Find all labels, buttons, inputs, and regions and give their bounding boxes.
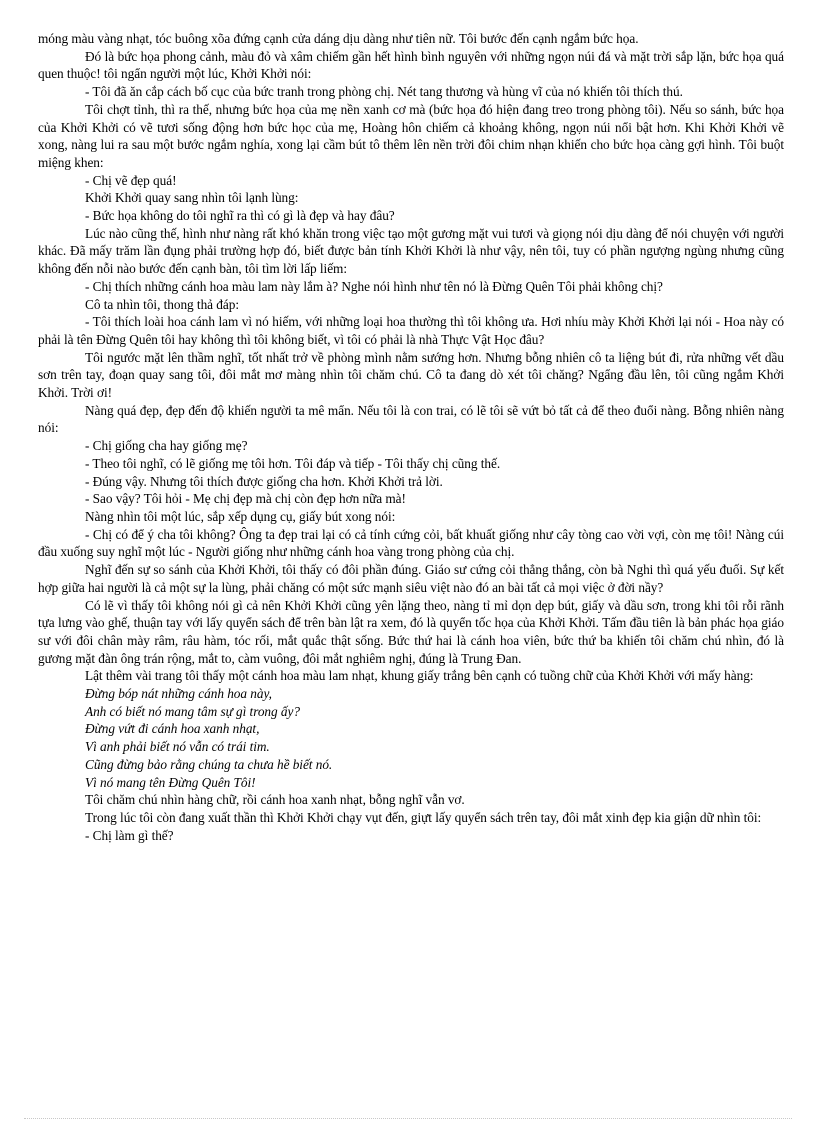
paragraph: Lật thêm vài trang tôi thấy một cánh hoa màu lam nhạt, khung giấy trắng bên cạnh có tuồng chữ của Khởi Khởi với mấy hàng:	[85, 668, 754, 684]
paragraph: Nàng nhìn tôi một lúc, sắp xếp dụng cụ, giấy bút xong nói:	[85, 508, 396, 524]
poem-line: Đừng vứt đi cánh hoa xanh nhạt,	[85, 721, 260, 737]
poem-line: Vì anh phải biết nó vẫn có trái tim.	[85, 739, 270, 755]
paragraph: Đó là bức họa phong cảnh, màu đỏ và xâm chiếm gần hết hình bình nguyên với những ngọn núi đá và mặt trời sắp lặn, bức họa quá quen thuộc! tôi ngẩn người một lúc, Khởi Khởi nói:	[38, 48, 784, 82]
dialogue-line: - Tôi thích loài hoa cánh lam vì nó hiếm, với những loại hoa thường thì tôi không ưa. Hơi nhíu mày Khởi Khởi lại nói - Hoa này có phải là tên Đừng Quên tôi hay không thì tôi không biết, vì tôi có phải là nhà Thực Vật Học đâu?	[38, 314, 784, 347]
dialogue-line: - Chị thích những cánh hoa màu lam này lắm à? Nghe nói hình như tên nó là Đừng Quên Tôi phải không chị?	[85, 278, 663, 294]
poem-line: Anh có biết nó mang tâm sự gì trong ấy?	[85, 703, 300, 719]
dialogue-line: - Chị giống cha hay giống mẹ?	[85, 438, 248, 454]
dialogue-line: - Sao vậy? Tôi hỏi - Mẹ chị đẹp mà chị còn đẹp hơn nữa mà!	[85, 491, 406, 507]
paragraph: Lúc nào cũng thế, hình như nàng rất khó khăn trong việc tạo một gương mặt vui tươi và giọng nói dịu dàng để nói chuyện với người khác. Đã mấy trăm lần đụng phải trường hợp đó, biết được bản tính Khởi Khởi là như vậy, nên tôi, tuy có phần ngượng ngùng nhưng cũng không đến nỗi nào bước đến cạnh bàn, tôi tìm lời lấp liếm:	[38, 225, 784, 277]
dialogue-line: - Chị làm gì thế?	[85, 827, 174, 843]
paragraph: Nàng quá đẹp, đẹp đến độ khiến người ta mê mẩn. Nếu tôi là con trai, có lẽ tôi sẽ vứt bỏ tất cả để theo đuổi nàng. Bỗng nhiên nàng nói:	[38, 402, 784, 436]
poem-line: Vì nó mang tên Đừng Quên Tôi!	[85, 774, 256, 790]
paragraph-continuation: móng màu vàng nhạt, tóc buông xõa đứng cạnh cửa dáng dịu dàng như tiên nữ. Tôi bước đến cạnh ngắm bức họa.	[38, 31, 639, 46]
poem-line: Cũng đừng bảo rằng chúng ta chưa hề biết nó.	[85, 756, 333, 772]
paragraph: Tôi ngước mặt lên thầm nghĩ, tốt nhất trở về phòng mình nằm sướng hơn. Nhưng bỗng nhiên cô ta liệng bút đi, rửa những vết dầu sơn trên tay, đoạn quay sang tôi, đôi mắt mơ màng nhìn tôi chăm chú. Cô ta đang dò xét tôi chăng? Ngẩng đầu lên, tôi cũng ngắm Khởi Khởi. Trời ơi!	[38, 349, 784, 401]
dialogue-line: - Bức họa không do tôi nghĩ ra thì có gì là đẹp và hay đâu?	[85, 208, 395, 224]
paragraph: Cô ta nhìn tôi, thong thả đáp:	[85, 296, 239, 312]
dialogue-line: - Tôi đã ăn cắp cách bố cục của bức tranh trong phòng chị. Nét tang thương và hùng vĩ của nó khiến tôi thích thú.	[85, 84, 683, 100]
dialogue-line: - Chị có để ý cha tôi không? Ông ta đẹp trai lại có cả tính cứng cỏi, bất khuất giống như cây tòng cao vời vợi, còn mẹ tôi! Nàng cúi đầu xuống suy nghĩ một lúc - Người giống như những cánh hoa vàng trong phòng của chị.	[38, 526, 784, 560]
page-bottom-divider	[24, 1118, 792, 1119]
document-page	[38, 30, 784, 844]
dialogue-line: - Chị vẽ đẹp quá!	[85, 172, 177, 188]
paragraph: Nghĩ đến sự so sánh của Khởi Khởi, tôi thấy có đôi phần đúng. Giáo sư cứng cỏi thẳng thắng, còn bà Nghi thì quá yếu đuối. Sự kết hợp giữa hai người là cả một sự la lùng, phải chăng có một sức mạnh siêu việt nào đó an bài tất cả mọi việc ở đời nầy?	[38, 562, 784, 595]
paragraph: Trong lúc tôi còn đang xuất thần thì Khởi Khởi chạy vụt đến, giựt lấy quyển sách trên tay, đôi mắt xinh đẹp kia giận dữ nhìn tôi:	[85, 809, 762, 825]
paragraph: Tôi chợt tỉnh, thì ra thế, nhưng bức họa của mẹ nền xanh cơ mà (bức họa đó hiện đang treo trong phòng tôi). Nếu so sánh, bức họa của Khởi Khởi có vẽ tươi sống động hơn bức học của mẹ, Hoàng hôn chiếm cả khoảng không, ngọn núi nổi bật hơn. Khi Khởi Khởi vẽ xong, nàng lui ra sau một bước ngắm nghía, xong lại cầm bút tô thêm lên nền trời đôi chim nhạn khiến cho bức họa càng gợi hình. Tôi buột miệng khen:	[38, 101, 784, 170]
poem-line: Đừng bóp nát những cánh hoa này,	[85, 686, 272, 702]
dialogue-line: - Đúng vậy. Nhưng tôi thích được giống cha hơn. Khởi Khởi trả lời.	[85, 473, 443, 489]
paragraph: Tôi chăm chú nhìn hàng chữ, rồi cánh hoa xanh nhạt, bỗng nghĩ vẫn vơ.	[85, 792, 465, 808]
paragraph: Khởi Khởi quay sang nhìn tôi lạnh lùng:	[85, 190, 299, 206]
paragraph: Có lẽ vì thấy tôi không nói gì cả nên Khởi Khởi cũng yên lặng theo, nàng tỉ mỉ dọn dẹp bút, giấy và dầu sơn, trong khi tôi rỗi rãnh tựa lưng vào ghế, thuận tay với lấy quyển sách để trên bàn lật ra xem, đó là quyển tốc họa của Khởi Khởi. Tấm đầu tiên là bản phác họa giáo sư với đôi chân mày râm, râu hàm, tóc rối, mắt quắc thật sống. Bức thứ hai là cánh hoa viên, bức thứ ba khiến tôi chăm chú nhìn, đó là gương mặt đàn ông trán rộng, mắt to, càm vuông, đôi mắt nghiêm nghị, đúng là Trung Đan.	[38, 597, 784, 666]
dialogue-line: - Theo tôi nghĩ, có lẽ giống mẹ tôi hơn. Tôi đáp và tiếp - Tôi thấy chị cũng thế.	[85, 455, 501, 471]
